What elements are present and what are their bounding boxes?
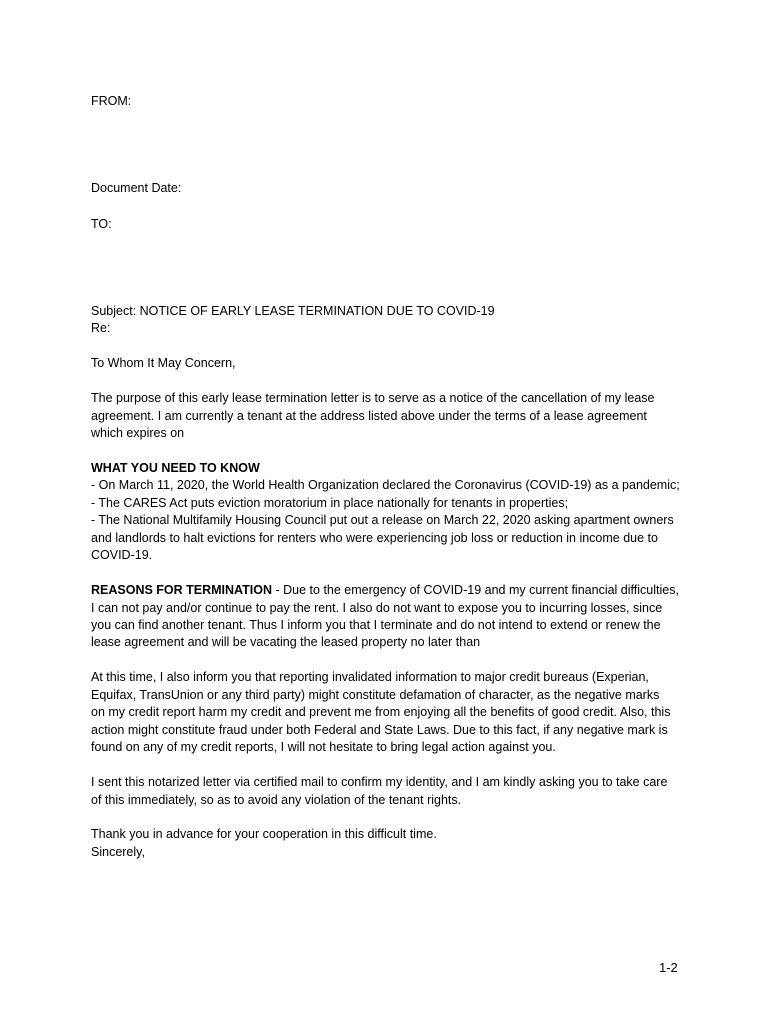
thank-you-line: Thank you in advance for your cooperation in this difficult time.: [91, 827, 437, 841]
from-label: FROM:: [91, 94, 132, 108]
subject-line: Subject: NOTICE OF EARLY LEASE TERMINATION DUE TO COVID-19: [91, 304, 495, 318]
salutation: To Whom It May Concern,: [91, 356, 236, 370]
reasons-heading: REASONS FOR TERMINATION: [91, 583, 273, 597]
know-line-2: - The CARES Act puts eviction moratorium in place nationally for tenants in properties;: [91, 496, 569, 510]
reasons-line-1-text: - Due to the emergency of COVID-19 and my current financial difficulties,: [272, 583, 679, 597]
to-label: TO:: [91, 217, 112, 231]
intro-line-1: The purpose of this early lease termination letter is to serve as a notice of the cancellation of my lease: [91, 391, 655, 405]
document-date-label: Document Date:: [91, 181, 182, 195]
reasons-line-2: I can not pay and/or continue to pay the rent. I also do not want to expose you to incurring losses, since: [91, 601, 663, 615]
credit-line-3: on my credit report harm my credit and prevent me from enjoying all the benefits of good credit. Also, this: [91, 705, 671, 719]
intro-line-2: agreement. I am currently a tenant at the address listed above under the terms of a lease agreement: [91, 409, 647, 423]
know-line-3: - The National Multifamily Housing Council put out a release on March 22, 2020 asking apartment owners: [91, 513, 674, 527]
re-line: Re:: [91, 321, 111, 335]
credit-line-2: Equifax, TransUnion or any third party) might constitute defamation of character, as the negative marks: [91, 688, 660, 702]
reasons-line-3: you can find another tenant. Thus I inform you that I terminate and do not intend to extend or renew the: [91, 618, 661, 632]
page-number: 1-2: [659, 960, 678, 975]
notarized-line-1: I sent this notarized letter via certified mail to confirm my identity, and I am kindly asking you to take care: [91, 775, 668, 789]
reasons-line-1: [91, 582, 679, 600]
know-line-1: - On March 11, 2020, the World Health Organization declared the Coronavirus (COVID-19) as a pandemic;: [91, 478, 680, 492]
reasons-line-4: lease agreement and will be vacating the leased property no later than: [91, 635, 481, 649]
credit-line-5: found on any of my credit reports, I will not hesitate to bring legal action against you.: [91, 740, 556, 754]
what-you-need-to-know-heading: WHAT YOU NEED TO KNOW: [91, 461, 260, 475]
notarized-line-2: of this immediately, so as to avoid any violation of the tenant rights.: [91, 793, 462, 807]
know-line-5: COVID-19.: [91, 548, 153, 562]
know-line-4: and landlords to halt evictions for renters who were experiencing job loss or reduction in income due to: [91, 531, 658, 545]
sincerely-line: Sincerely,: [91, 845, 145, 859]
credit-line-1: At this time, I also inform you that reporting invalidated information to major credit bureaus (Experian,: [91, 670, 649, 684]
intro-line-3: which expires on: [91, 426, 185, 440]
credit-line-4: action might constitute fraud under both Federal and State Laws. Due to this fact, if any negative mark is: [91, 723, 668, 737]
